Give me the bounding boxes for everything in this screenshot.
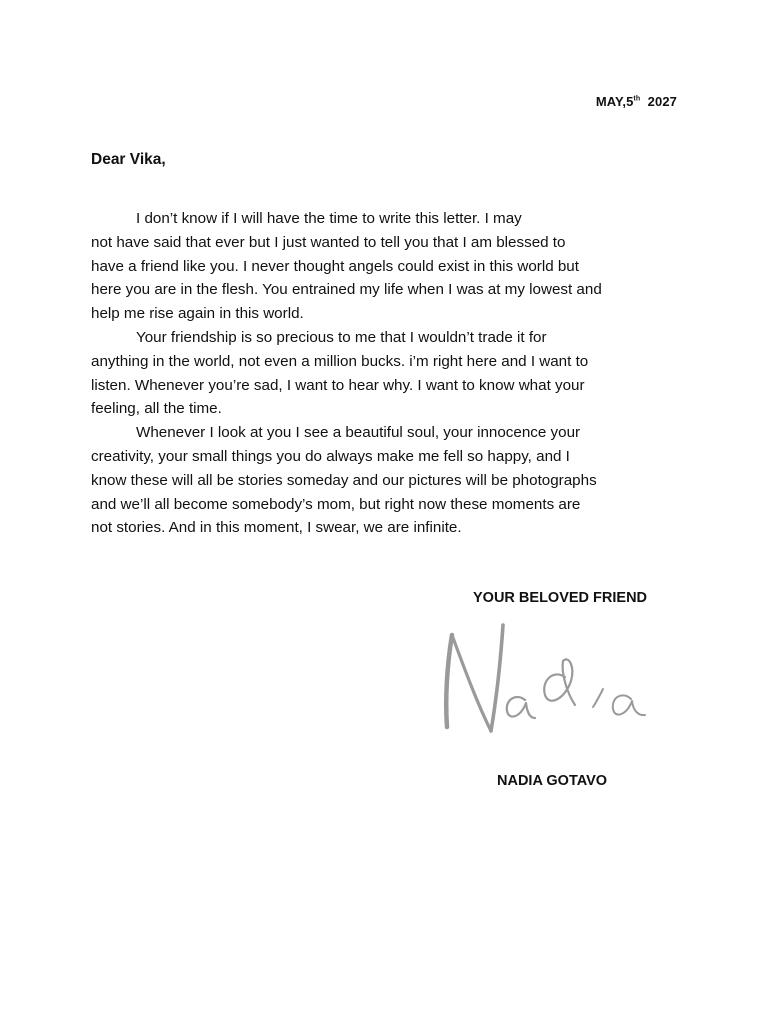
handwritten-signature xyxy=(405,615,690,745)
body-line: Your friendship is so precious to me that I wouldn’t trade it for xyxy=(136,328,547,346)
body-line: listen. Whenever you’re sad, I want to hear why. I want to know what your xyxy=(91,376,585,394)
letter-closing: YOUR BELOVED FRIEND xyxy=(473,590,648,606)
body-line: Whenever I look at you I see a beautiful soul, your innocence your xyxy=(136,424,581,442)
letter-date xyxy=(596,94,677,109)
signer-name: NADIA GOTAVO xyxy=(497,773,608,789)
date-ordinal-suffix: th xyxy=(633,95,641,103)
body-line: anything in the world, not even a million bucks. i’m right here and I want to xyxy=(91,352,589,370)
body-line: feeling, all the time. xyxy=(91,400,222,418)
date-year: 2027 xyxy=(647,94,677,109)
body-line: and we’ll all become somebody’s mom, but right now these moments are xyxy=(91,495,581,513)
body-line: not have said that ever but I just wanted to tell you that I am blessed to xyxy=(91,233,566,251)
body-line: I don’t know if I will have the time to write this letter. I may xyxy=(136,210,522,227)
body-line: know these will all be stories someday and our pictures will be photographs xyxy=(91,471,597,489)
letter-greeting: Dear Vika, xyxy=(91,151,166,168)
body-line: help me rise again in this world. xyxy=(91,305,304,323)
body-line: here you are in the flesh. You entrained my life when I was at my lowest and xyxy=(91,281,602,299)
body-line: creativity, your small things you do always make me fell so happy, and I xyxy=(91,447,570,465)
letter-body xyxy=(91,207,691,540)
date-month-day: MAY,5 xyxy=(595,94,634,109)
body-line: have a friend like you. I never thought angels could exist in this world but xyxy=(91,257,579,275)
body-line: not stories. And in this moment, I swear, we are infinite. xyxy=(91,519,462,537)
